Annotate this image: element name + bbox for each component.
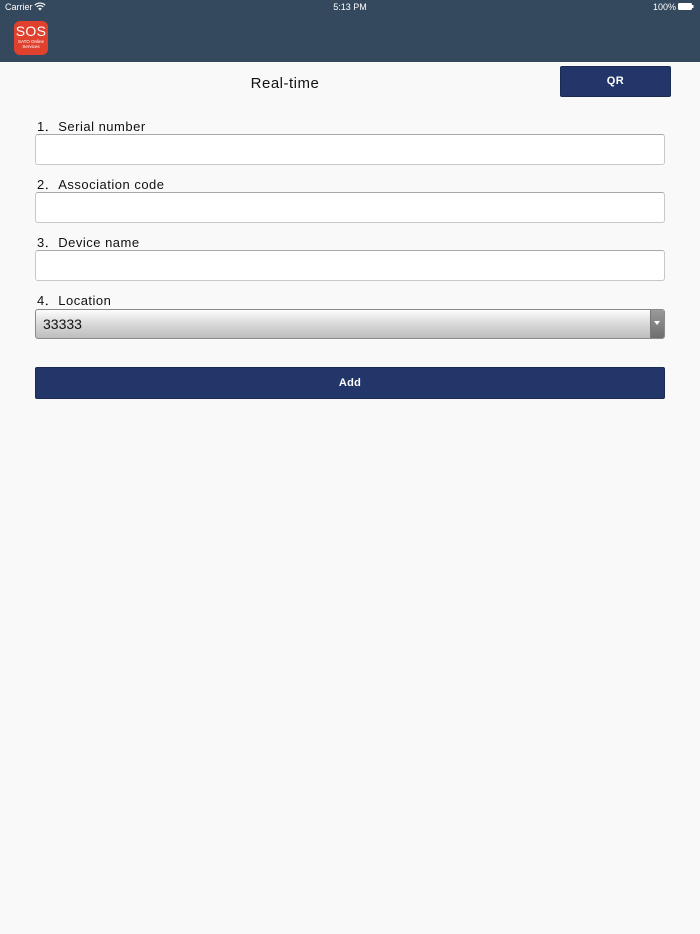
battery-icon: [678, 3, 694, 10]
app-logo: [14, 21, 48, 55]
app-header: [0, 0, 700, 62]
location-label: 4．Location: [37, 293, 112, 308]
serial-number-input[interactable]: [35, 134, 665, 165]
logo-text: SOS: [15, 23, 47, 39]
status-bar: [0, 0, 700, 14]
serial-number-label: 1．Serial number: [37, 119, 146, 134]
location-selected-value: 33333: [43, 316, 82, 332]
add-button[interactable]: Add: [35, 367, 665, 399]
device-name-label: 3．Device name: [37, 235, 140, 250]
page-title: Real-time: [250, 75, 320, 92]
qr-button[interactable]: QR: [560, 66, 671, 97]
chevron-down-icon: [654, 321, 660, 325]
location-select[interactable]: [35, 309, 665, 339]
association-code-input[interactable]: [35, 192, 665, 223]
association-code-label: 2．Association code: [37, 177, 165, 192]
device-name-input[interactable]: [35, 250, 665, 281]
carrier-label: Carrier: [5, 2, 33, 12]
logo-subtext: SATO Online Services: [17, 39, 45, 49]
battery-percentage: 100%: [652, 2, 676, 12]
status-time: 5:13 PM: [333, 2, 367, 12]
location-dropdown-toggle[interactable]: [650, 310, 664, 338]
